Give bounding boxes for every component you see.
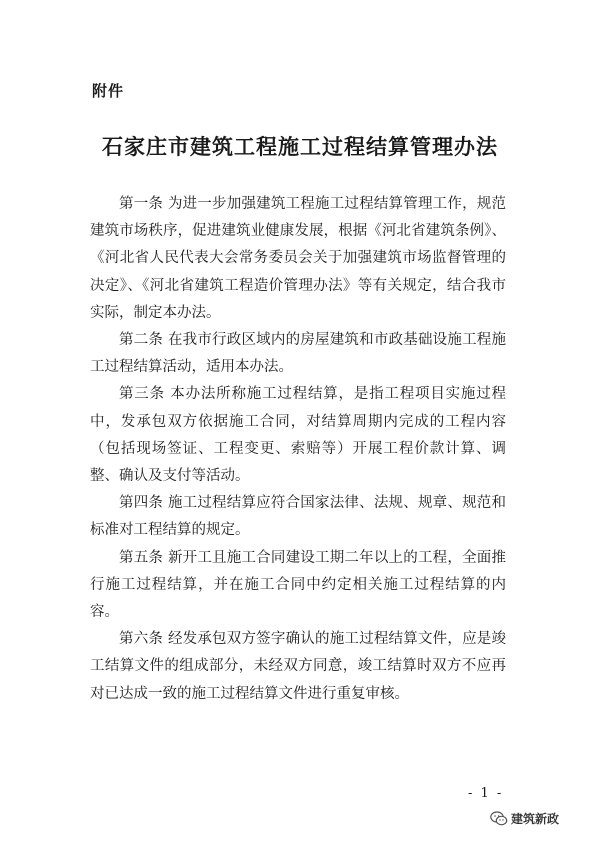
watermark-text: 建筑新政: [511, 812, 560, 826]
article-2: 第二条 在我市行政区域内的房屋建筑和市政基础设施工程施工过程结算活动，适用本办法。: [90, 332, 506, 376]
watermark: [490, 810, 559, 827]
article-1: 第一条 为进一步加强建筑工程施工过程结算管理工作，规范建筑市场秩序，促进建筑业健康发展，根据《河北省建筑条例》、《河北省人民代表大会常务委员会关于加强建筑市场监督管理的决定》、《河北省建筑工程造价管理办法》等有关规定，结合我市实际，制定本办法。: [90, 196, 506, 321]
article-4: 第四条 施工过程结算应符合国家法律、法规、规章、规范和标准对工程结算的规定。: [90, 495, 506, 539]
article-5: 第五条 新开工且施工合同建设工期二年以上的工程，全面推行施工过程结算，并在施工合同中约定相关施工过程结算的内容。: [90, 549, 506, 621]
document-body: [90, 191, 506, 708]
wechat-icon: [490, 811, 508, 826]
page-number: - 1 -: [468, 786, 504, 801]
attachment-label: 附件: [92, 82, 125, 100]
article-3: 第三条 本办法所称施工过程结算，是指工程项目实施过程中，发承包双方依据施工合同，对结算周期内完成的工程内容（包括现场签证、工程变更、索赔等）开展工程价款计算、调整、确认及支付等活动。: [90, 386, 506, 485]
document-title: 石家庄市建筑工程施工过程结算管理办法: [102, 134, 498, 159]
article-6: 第六条 经发承包双方签字确认的施工过程结算文件，应是竣工结算文件的组成部分，未经双方同意，竣工结算时双方不应再对已达成一致的施工过程结算文件进行重复审核。: [90, 631, 506, 702]
